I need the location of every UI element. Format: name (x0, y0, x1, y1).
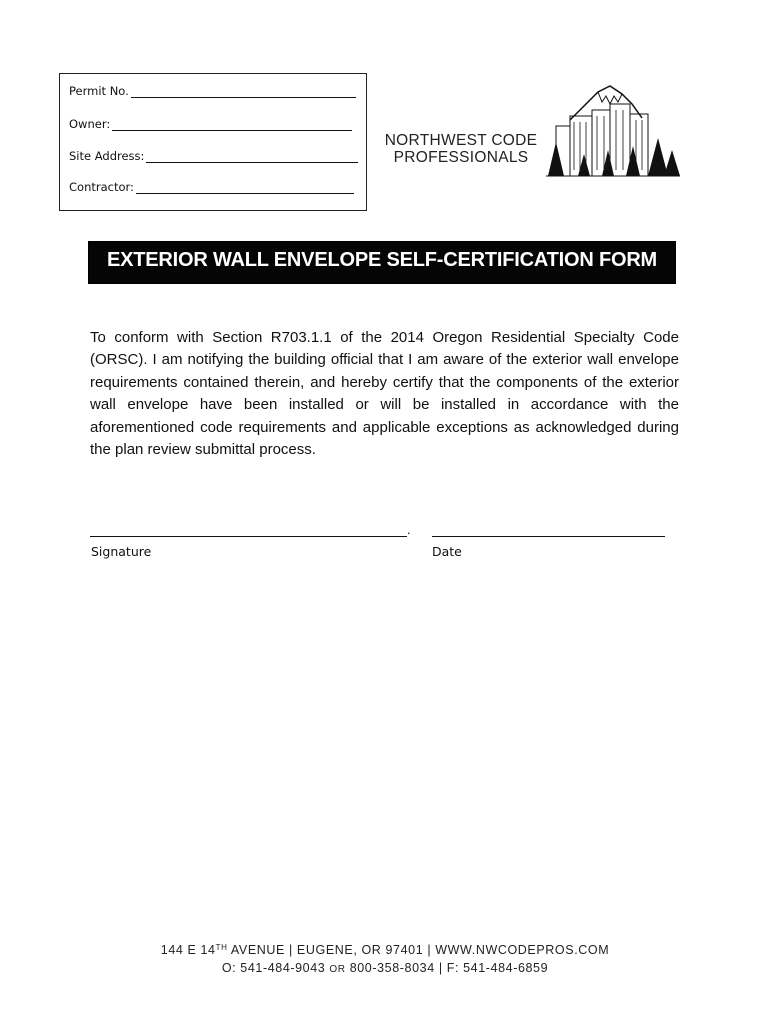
footer-phone-office: O: 541-484-9043 (221, 961, 330, 975)
date-label: Date (432, 544, 462, 559)
permit-info-box (59, 73, 367, 211)
footer-address (0, 943, 770, 957)
owner-label: Owner: (69, 117, 111, 131)
permit-no-label: Permit No. (69, 84, 129, 98)
signature-field[interactable] (90, 536, 407, 537)
date-field[interactable] (432, 536, 665, 537)
site-address-label: Site Address: (69, 149, 145, 163)
owner-field[interactable] (112, 119, 352, 131)
permit-no-field[interactable] (131, 86, 356, 98)
owner-row (69, 117, 352, 131)
logo-line-1: NORTHWEST CODE (384, 132, 538, 149)
contractor-label: Contractor: (69, 180, 134, 194)
form-title: EXTERIOR WALL ENVELOPE SELF-CERTIFICATION FORM (106, 249, 658, 271)
site-address-row (69, 149, 358, 163)
footer-phone-or: OR (329, 964, 346, 975)
certification-statement: To conform with Section R703.1.1 of the 2014 Oregon Residential Specialty Code (ORSC). I am notifying the building official that I am aware of the exterior wall envelope requirements contained therein, and hereby certify that the components of the exterior wall envelope have been installed or will be installed in accordance with the aforementioned code requirements and applicable exceptions as acknowledged during the plan review submittal process. (90, 329, 679, 459)
footer-address-post: AVENUE | EUGENE, OR 97401 | WWW.NWCODEPROS.COM (227, 943, 610, 957)
company-logo (370, 80, 682, 180)
signature-separator: . (407, 522, 411, 537)
logo-line-2: PROFESSIONALS (393, 149, 529, 166)
footer-phone-rest: 800-358-8034 | F: 541-484-6859 (345, 961, 549, 975)
footer-address-pre: 144 E 14 (160, 943, 216, 957)
contractor-row (69, 180, 354, 194)
site-address-field[interactable] (146, 151, 358, 163)
contractor-field[interactable] (136, 182, 354, 194)
signature-label: Signature (91, 544, 152, 559)
form-title-bar (88, 241, 676, 284)
footer-address-sup: TH (215, 943, 228, 952)
mountain-skyline-icon (370, 80, 682, 180)
permit-no-row (69, 84, 356, 98)
footer-phone (0, 961, 770, 975)
